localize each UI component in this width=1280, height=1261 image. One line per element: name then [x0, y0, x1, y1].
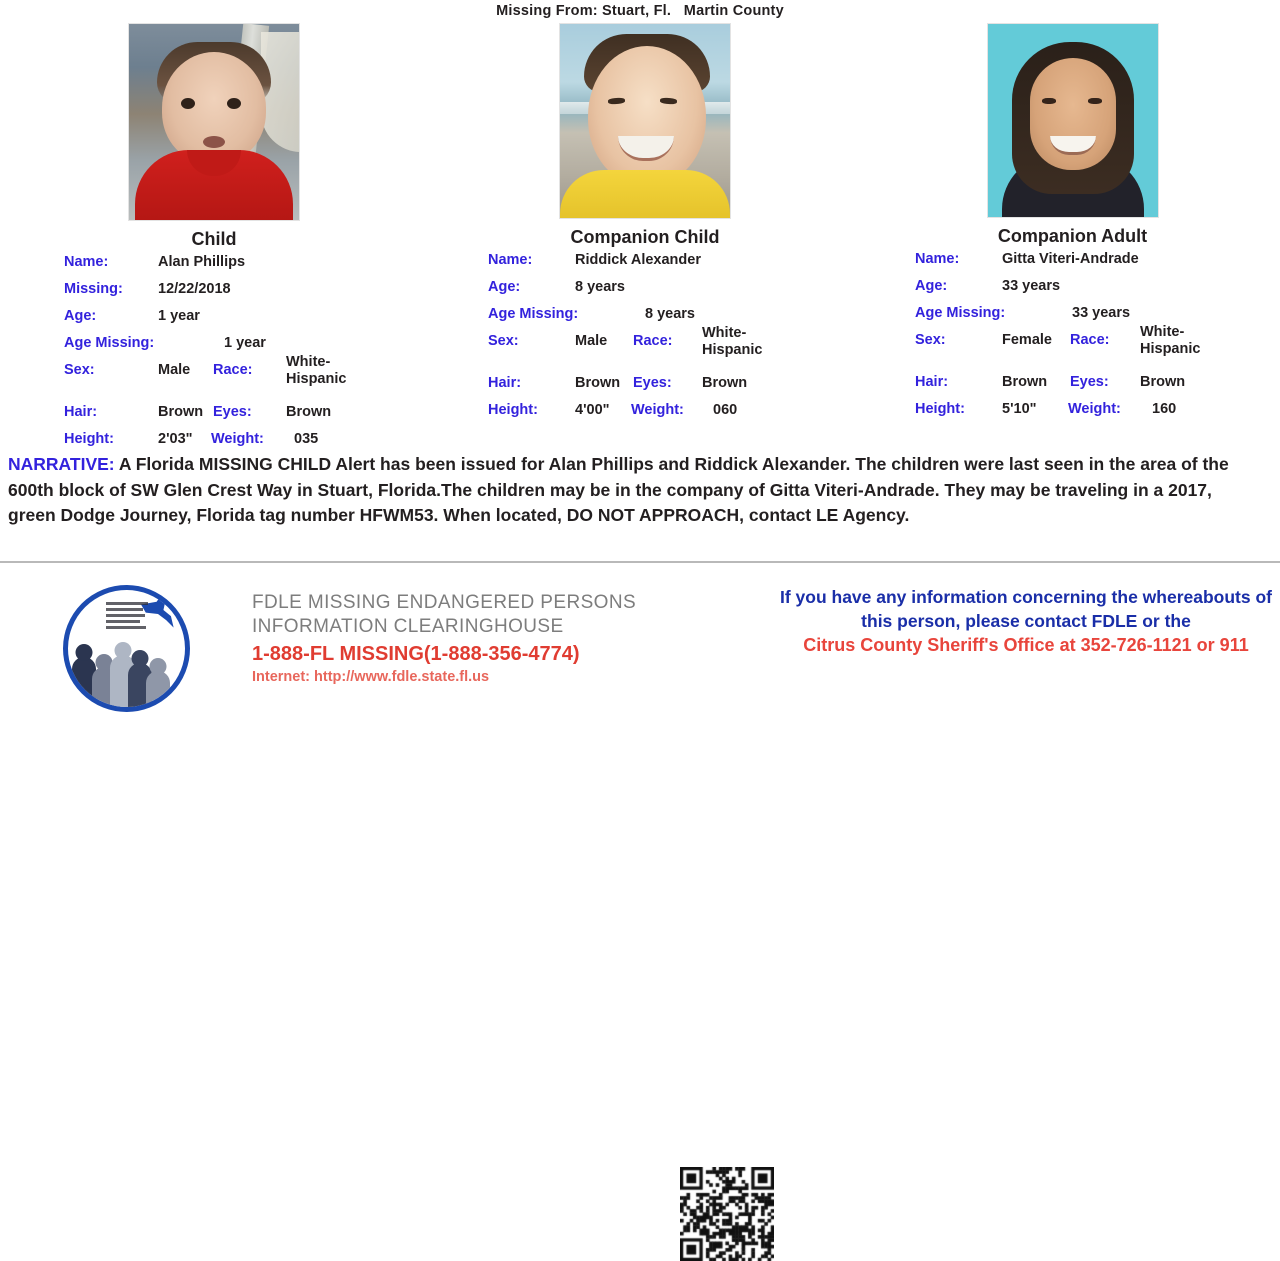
eyes-label: Eyes:: [633, 375, 672, 391]
people-group-icon: [68, 629, 175, 707]
race-value: White-Hispanic: [702, 325, 763, 358]
name-label: Name:: [488, 252, 533, 268]
detail-row-hair-eyes: [44, 404, 384, 431]
detail-row-age: [895, 278, 1250, 305]
race-label: Race:: [213, 362, 253, 378]
detail-row-sex-race: [470, 325, 820, 375]
detail-row-hair-eyes: [470, 375, 820, 402]
person-card-child: [44, 23, 384, 458]
height-label: Height:: [488, 402, 538, 418]
detail-row-height-weight: [470, 402, 820, 429]
fdle-org-line2: INFORMATION CLEARINGHOUSE: [252, 616, 564, 637]
missing-from-header: Missing From: Stuart, Fl. Martin County: [496, 3, 784, 19]
role-title: Companion Child: [570, 227, 720, 247]
detail-row-hair-eyes: [895, 374, 1250, 401]
companion-child-photo: [559, 23, 731, 219]
person-card-companion-child: [470, 23, 820, 429]
hair-label: Hair:: [915, 374, 949, 390]
detail-list: [44, 254, 384, 458]
fdle-seal-icon: [63, 585, 190, 712]
qr-code[interactable]: [680, 1167, 774, 1261]
companion-adult-photo: [987, 23, 1159, 218]
detail-row-name: [470, 252, 820, 279]
race-value: White-Hispanic: [286, 354, 347, 387]
age-label: Age:: [488, 279, 521, 295]
sex-label: Sex:: [64, 362, 95, 378]
sex-value: Male: [158, 362, 191, 378]
age-missing-value: 1 year: [224, 335, 266, 351]
height-value: 2'03": [158, 431, 193, 447]
detail-list: [895, 251, 1250, 428]
eyes-value: Brown: [286, 404, 332, 420]
age-value: 1 year: [158, 308, 200, 324]
name-label: Name:: [915, 251, 960, 267]
weight-value: 160: [1152, 401, 1177, 417]
hair-value: Brown: [158, 404, 204, 420]
height-label: Height:: [915, 401, 965, 417]
age-value: 33 years: [1002, 278, 1061, 294]
race-value: White-Hispanic: [1140, 324, 1201, 357]
detail-row-age: [470, 279, 820, 306]
missing-value: 12/22/2018: [158, 281, 231, 297]
age-missing-value: 33 years: [1072, 305, 1131, 321]
fdle-org-block: [252, 591, 652, 687]
detail-row-name: [44, 254, 384, 281]
detail-row-height-weight: [895, 401, 1250, 428]
contact-instruction: If you have any information concerning the whereabouts of this person, please contact FDLE or the: [779, 587, 1272, 631]
name-value: Gitta Viteri-Andrade: [1002, 251, 1139, 267]
missing-label: Missing:: [64, 281, 123, 297]
eyes-value: Brown: [1140, 374, 1186, 390]
detail-row-age: [44, 308, 384, 335]
weight-label: Weight:: [211, 431, 264, 447]
race-label: Race:: [633, 333, 673, 349]
sex-value: Male: [575, 333, 608, 349]
hair-value: Brown: [575, 375, 621, 391]
fdle-phone[interactable]: 1-888-FL MISSING(1-888-356-4774): [252, 643, 580, 665]
detail-row-name: [895, 251, 1250, 278]
sex-value: Female: [1002, 332, 1052, 348]
age-label: Age:: [915, 278, 948, 294]
name-label: Name:: [64, 254, 109, 270]
fdle-website-url[interactable]: Internet: http://www.fdle.state.fl.us: [252, 669, 490, 685]
narrative-block: [8, 452, 1264, 529]
name-value: Alan Phillips: [158, 254, 246, 270]
sex-label: Sex:: [488, 333, 519, 349]
age-missing-label: Age Missing:: [488, 306, 579, 322]
sex-label: Sex:: [915, 332, 946, 348]
detail-row-sex-race: [44, 354, 384, 404]
height-value: 5'10": [1002, 401, 1037, 417]
seal-text-lines: [106, 602, 148, 632]
detail-row-missing: [44, 281, 384, 308]
photo-wrapper: [44, 23, 384, 221]
contact-agency-phone[interactable]: Citrus County Sheriff's Office at 352-726-1121 or 911: [803, 635, 1249, 655]
eyes-label: Eyes:: [1070, 374, 1109, 390]
role-title: Companion Adult: [997, 226, 1148, 246]
footer: [0, 563, 1280, 720]
eyes-label: Eyes:: [213, 404, 252, 420]
detail-row-sex-race: [895, 324, 1250, 374]
hair-label: Hair:: [64, 404, 98, 420]
narrative-label: NARRATIVE:: [8, 454, 115, 474]
persons-row: [0, 23, 1280, 447]
narrative-text: A Florida MISSING CHILD Alert has been issued for Alan Phillips and Riddick Alexander. The children were last seen in the area of the 600th block of SW Glen Crest Way in Stuart, Florida.The children may be in the company of Gitta Viteri-Andrade. They may be traveling in a 2017, green Dodge Journey, Florida tag number HFWM53. When located, DO NOT APPROACH, contact LE Agency.: [8, 454, 1229, 525]
weight-label: Weight:: [631, 402, 684, 418]
age-value: 8 years: [575, 279, 625, 295]
name-value: Riddick Alexander: [575, 252, 701, 268]
role-title: Child: [191, 229, 237, 249]
fdle-org-line1: FDLE MISSING ENDANGERED PERSONS: [252, 592, 637, 613]
weight-value: 035: [294, 431, 319, 447]
contact-block: [778, 585, 1274, 658]
weight-value: 060: [713, 402, 738, 418]
photo-wrapper: [895, 23, 1250, 218]
race-label: Race:: [1070, 332, 1110, 348]
photo-wrapper: [470, 23, 820, 219]
age-label: Age:: [64, 308, 97, 324]
hair-value: Brown: [1002, 374, 1048, 390]
detail-list: [470, 252, 820, 429]
age-missing-value: 8 years: [645, 306, 695, 322]
height-label: Height:: [64, 431, 114, 447]
age-missing-label: Age Missing:: [64, 335, 155, 351]
eyes-value: Brown: [702, 375, 748, 391]
person-card-companion-adult: [895, 23, 1250, 428]
age-missing-label: Age Missing:: [915, 305, 1006, 321]
hair-label: Hair:: [488, 375, 522, 391]
child-photo: [128, 23, 300, 221]
height-value: 4'00": [575, 402, 610, 418]
weight-label: Weight:: [1068, 401, 1121, 417]
